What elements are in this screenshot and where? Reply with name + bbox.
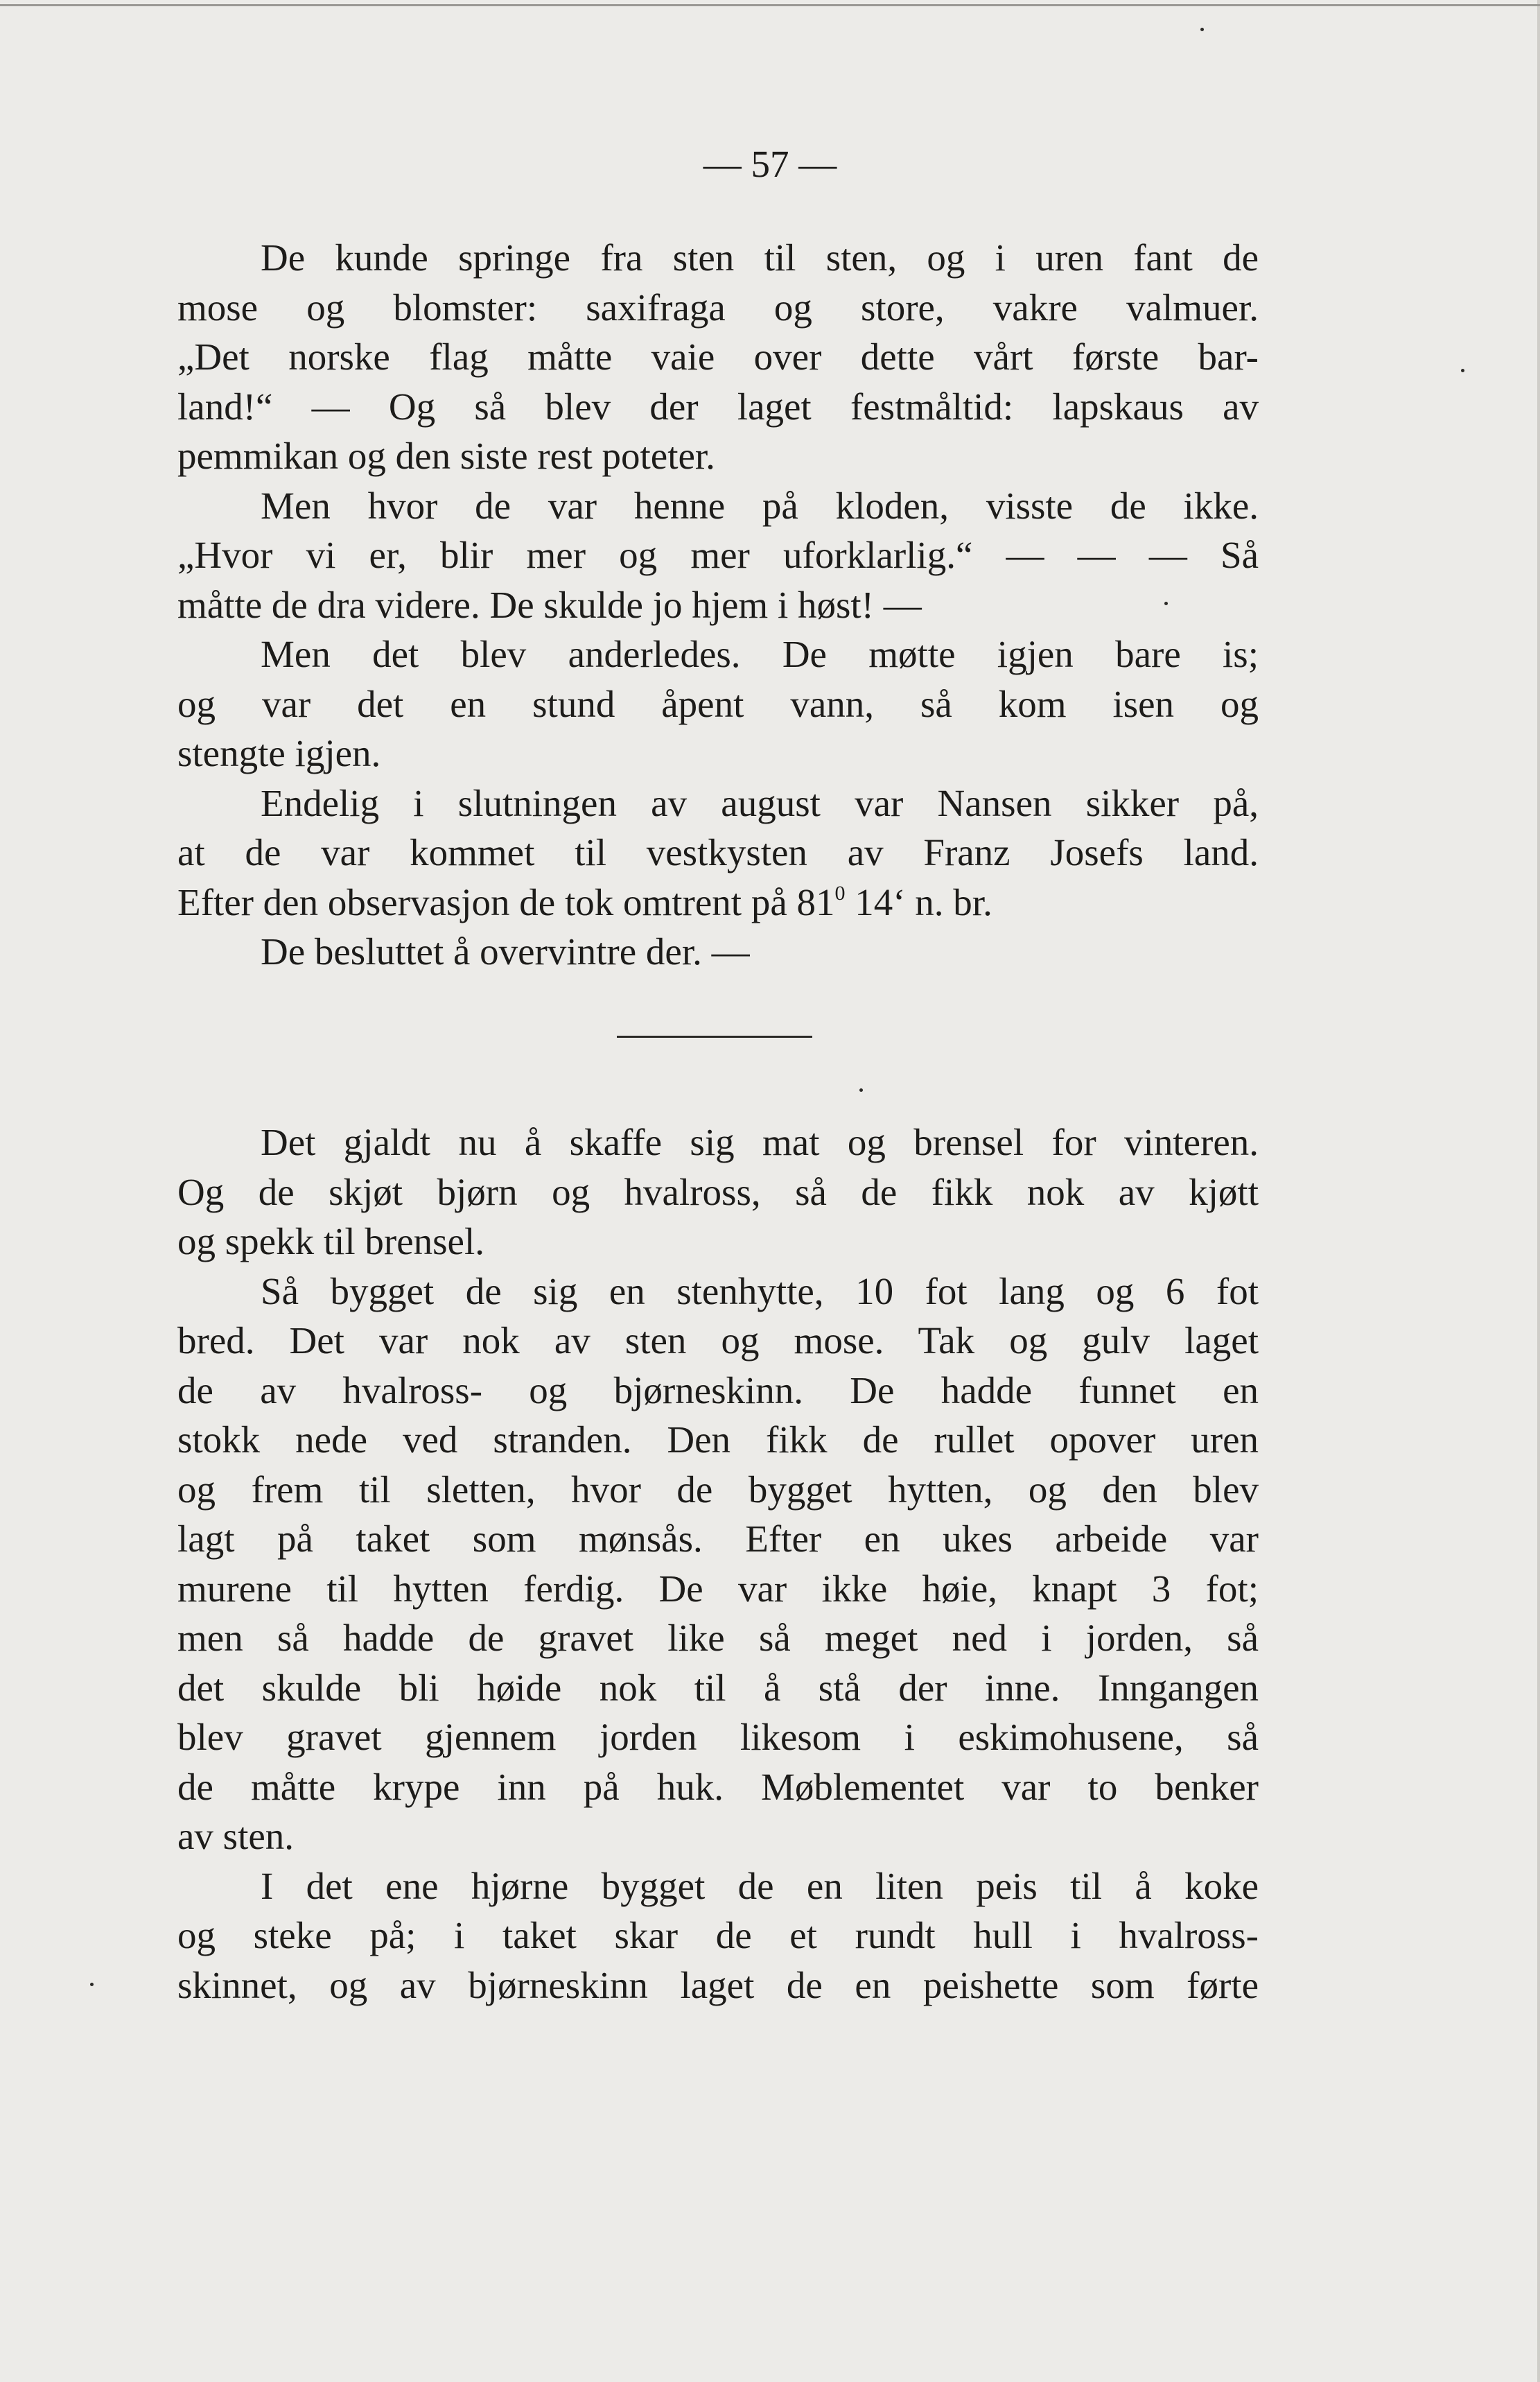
text-line: Endelig i slutningen av august var Nansen sikker på, (261, 781, 1259, 824)
text-line: skinnet, og av bjørneskinn laget de en peishette som førte (177, 1963, 1259, 2006)
text-line: men så hadde de gravet like så meget ned i jorden, så (177, 1617, 1259, 1659)
text-line: mose og blomster: saxifraga og store, vakre valmuer. (177, 286, 1259, 329)
text-line: at de var kommet til vestkysten av Franz Josefs land. (177, 831, 1259, 873)
degree-mark: 0 (834, 881, 846, 905)
text-line: I det ene hjørne bygget de en liten peis til å koke (261, 1864, 1259, 1907)
text-line: stokk nede ved stranden. Den fikk de rullet opover uren (177, 1418, 1259, 1461)
section-1-text (177, 233, 1259, 977)
page-number: — 57 — (703, 143, 837, 185)
coordinate-lead: Efter den observasjon de tok omtrent på 81 (177, 880, 835, 923)
text-line: De besluttet å overvintre der. — (261, 930, 750, 973)
speck (1164, 602, 1168, 605)
text-line: de måtte krype inn på huk. Møblementet var to benker (177, 1765, 1259, 1808)
speck (90, 1983, 94, 1986)
text-line: „Hvor vi er, blir mer og mer uforklarlig.“ — — — Så (177, 534, 1259, 576)
text-line: Det gjaldt nu å skaffe sig mat og brensel for vinteren. (261, 1121, 1259, 1163)
speck (859, 1088, 863, 1092)
text-line: Så bygget de sig en stenhytte, 10 fot lang og 6 fot (261, 1269, 1259, 1312)
section-divider (617, 1036, 812, 1038)
text-line: og frem til sletten, hvor de bygget hytten, og den blev (177, 1468, 1259, 1511)
text-line: de av hvalross- og bjørneskinn. De hadde funnet en (177, 1368, 1259, 1411)
text-line: og spekk til brensel. (177, 1220, 484, 1262)
section-2-text (177, 1118, 1259, 2010)
text-line: og var det en stund åpent vann, så kom isen og (177, 682, 1259, 725)
speck (1461, 369, 1464, 372)
text-line: land!“ — Og så blev der laget festmåltid: lapskaus av (177, 385, 1259, 428)
text-line: pemmikan og den siste rest poteter. (177, 435, 715, 477)
text-line: lagt på taket som mønsås. Efter en ukes arbeide var (177, 1518, 1259, 1560)
page-top-edge (0, 4, 1540, 6)
speck (1200, 28, 1204, 31)
text-line: og steke på; i taket skar de et rundt hull i hvalross- (177, 1914, 1259, 1956)
text-line: det skulde bli høide nok til å stå der inne. Inngangen (177, 1666, 1259, 1709)
text-line: Men hvor de var henne på kloden, visste de ikke. (261, 484, 1259, 527)
text-line: „Det norske flag måtte vaie over dette vårt første bar- (177, 336, 1259, 378)
text-line: måtte de dra videre. De skulde jo hjem i høst! — (177, 583, 922, 626)
text-line: Men det blev anderledes. De møtte igjen bare is; (261, 633, 1259, 675)
text-line: blev gravet gjennem jorden likesom i eskimohusene, så (177, 1716, 1259, 1758)
text-line: Og de skjøt bjørn og hvalross, så de fikk nok av kjøtt (177, 1170, 1259, 1213)
text-line: De kunde springe fra sten til sten, og i uren fant de (261, 236, 1259, 279)
text-line: murene til hytten ferdig. De var ikke høie, knapt 3 fot; (177, 1567, 1259, 1610)
coordinate-rest: 14‘ n. br. (845, 880, 992, 923)
text-line: av sten. (177, 1815, 295, 1857)
text-line: bred. Det var nok av sten og mose. Tak og gulv laget (177, 1319, 1259, 1362)
text-line: stengte igjen. (177, 732, 381, 774)
text-line-with-coordinate (177, 878, 1259, 928)
